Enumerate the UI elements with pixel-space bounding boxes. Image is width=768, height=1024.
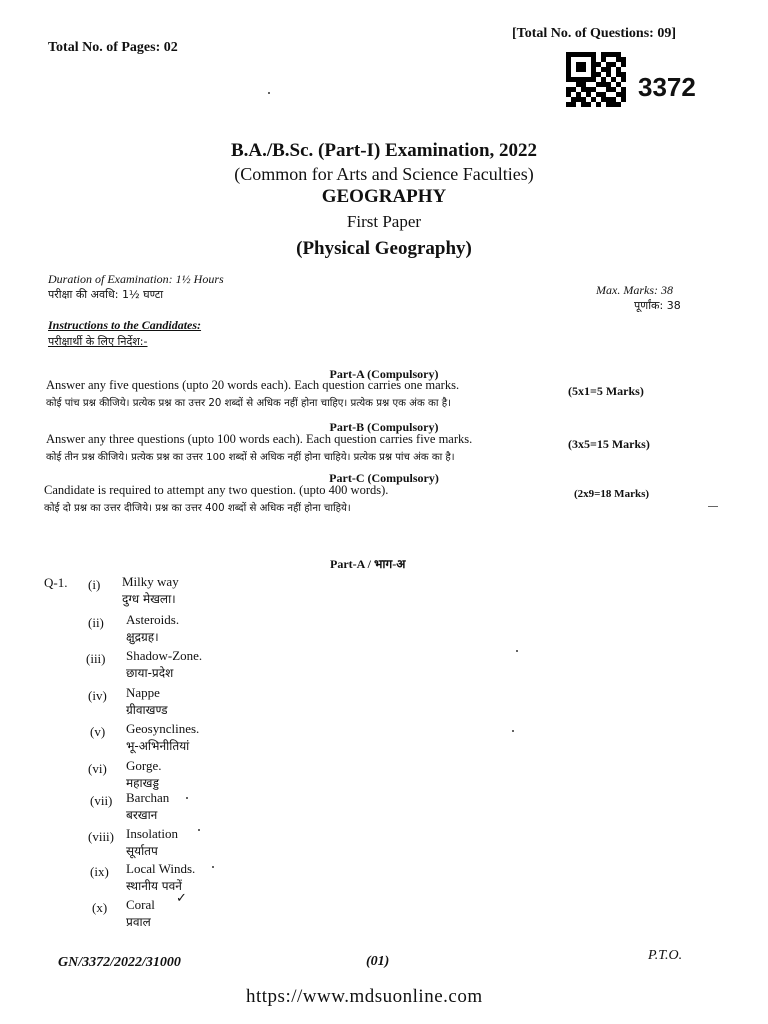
section-heading: Part-A / भाग-अ	[330, 557, 406, 571]
faculties-line: (Common for Arts and Science Faculties)	[234, 164, 534, 184]
paper-number: First Paper	[346, 212, 422, 231]
total-questions: [Total No. of Questions: 09]	[512, 26, 676, 41]
instructions-heading-hi: परीक्षार्थी के लिए निर्देश:-	[48, 335, 148, 348]
question-term-hi: बरखान	[126, 808, 158, 822]
part-b-marks: (3x5=15 Marks)	[568, 437, 650, 451]
question-term-en: Coral	[126, 897, 155, 912]
question-number: (viii)	[88, 829, 114, 844]
footer-code: GN/3372/2022/31000	[58, 955, 181, 970]
part-c-instruction-hi: कोई दो प्रश्न का उत्तर दीजिये। प्रश्न का उत्तर 400 शब्दों से अधिक नहीं होना चाहिये।	[44, 503, 351, 514]
pto-label: P.T.O.	[648, 948, 683, 963]
question-term-en: Geosynclines.	[126, 721, 200, 736]
question-number: (iii)	[86, 651, 106, 666]
qr-code-icon	[566, 52, 626, 108]
part-c-title: Part-C (Compulsory)	[329, 471, 439, 485]
question-number: (ix)	[90, 864, 109, 879]
part-a-marks: (5x1=5 Marks)	[568, 384, 644, 398]
question-term-en: Barchan	[126, 790, 170, 805]
question-number: (x)	[92, 900, 108, 915]
part-c-instruction-en: Candidate is required to attempt any two question. (upto 400 words).	[44, 483, 389, 497]
question-number: (i)	[88, 577, 101, 592]
question-term-en: Nappe	[126, 685, 160, 700]
question-term-hi: स्थानीय पवनें	[126, 879, 182, 893]
question-term-en: Milky way	[122, 574, 179, 589]
exam-title: B.A./B.Sc. (Part-I) Examination, 2022	[230, 140, 538, 161]
question-term-hi: सूर्यातप	[126, 844, 158, 858]
question-term-en: Asteroids.	[126, 612, 180, 627]
duration-hi: परीक्षा की अवधि: 1½ घण्टा	[48, 288, 164, 301]
question-label: Q-1.	[44, 575, 68, 590]
max-marks-hi: पूर्णांक: 38	[634, 299, 681, 312]
part-b-instruction-en: Answer any three questions (upto 100 words each). Each question carries five marks.	[46, 432, 473, 446]
question-term-hi: भू-अभिनीतियां	[126, 739, 190, 753]
duration-en: Duration of Examination: 1½ Hours	[48, 272, 224, 286]
part-c-marks: (2x9=18 Marks)	[574, 488, 650, 500]
question-term-en: Shadow-Zone.	[126, 648, 203, 663]
website-link[interactable]: https://www.mdsuonline.com	[246, 986, 483, 1007]
page-number: (01)	[366, 954, 390, 969]
instructions-heading-en: Instructions to the Candidates:	[48, 318, 202, 332]
question-number: (vii)	[90, 793, 113, 808]
question-term-hi: क्षुद्रग्रह।	[126, 630, 159, 644]
question-number: (v)	[90, 724, 106, 739]
question-term-hi: ग्रीवाखण्ड	[126, 703, 168, 717]
part-a-title: Part-A (Compulsory)	[329, 367, 439, 381]
question-number: (vi)	[88, 761, 107, 776]
question-term-hi: छाया-प्रदेश	[126, 666, 174, 680]
part-a-instruction-hi: कोई पांच प्रश्न कीजिये। प्रत्येक प्रश्न का उत्तर 20 शब्दों से अधिक नहीं होना चाहिए। प्रत्येक प्रश्न एक अंक का है।	[46, 398, 451, 409]
check-mark-icon: ✓	[176, 890, 187, 905]
question-term-en: Insolation	[126, 826, 178, 841]
part-a-instruction-en: Answer any five questions (upto 20 words each). Each question carries one marks.	[46, 378, 460, 392]
max-marks-en: Max. Marks: 38	[596, 283, 673, 297]
question-term-hi: दुग्ध मेखला।	[122, 592, 176, 606]
question-term-en: Gorge.	[126, 758, 162, 773]
paper-code: 3372	[638, 72, 696, 102]
question-number: (ii)	[88, 615, 104, 630]
total-pages: Total No. of Pages: 02	[48, 40, 178, 55]
question-term-hi: महाखड्ड	[126, 776, 159, 790]
paper-topic: (Physical Geography)	[296, 238, 472, 259]
part-b-title: Part-B (Compulsory)	[329, 420, 439, 434]
question-number: (iv)	[88, 688, 107, 703]
question-term-en: Local Winds.	[126, 861, 196, 876]
part-b-instruction-hi: कोई तीन प्रश्न कीजिये। प्रत्येक प्रश्न का उत्तर 100 शब्दों से अधिक नहीं होना चाहिये। प्रत्येक प्रश्न पांच अंक का है।	[46, 452, 455, 463]
subject-title: GEOGRAPHY	[321, 186, 447, 207]
question-term-hi: प्रवाल	[126, 915, 151, 929]
